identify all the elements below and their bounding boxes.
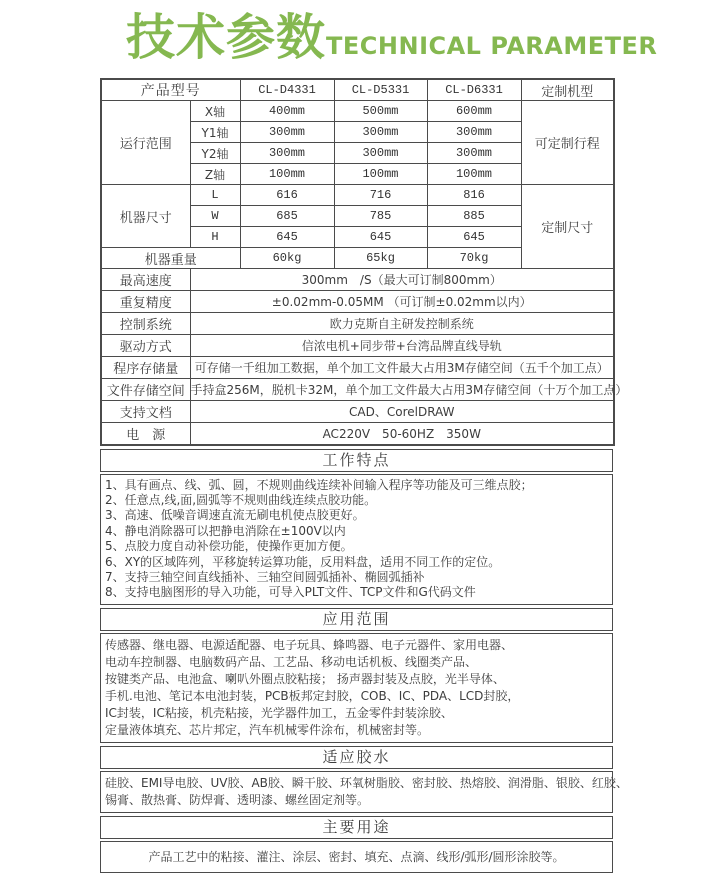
model-row-label: 产品型号 (101, 79, 240, 101)
axis-value: 100mm (240, 164, 334, 185)
dim-value: 785 (334, 206, 427, 227)
spec-row-label: 最高速度 (101, 269, 190, 291)
application-line: 电动车控制器、电脑数码产品、工艺品、移动电话机板、线圈类产品、 (105, 654, 478, 669)
section-header-work-features: 工作特点 (100, 449, 613, 472)
travel-range-label: 运行范围 (101, 101, 190, 185)
page-title-english: TECHNICAL PARAMETER (326, 32, 658, 61)
application-line: 传感器、继电器、电源适配器、电子玩具、蜂鸣器、电子元器件、家用电器、 (105, 637, 514, 652)
spec-row-label: 重复精度 (101, 291, 190, 313)
dim-value: 645 (240, 227, 334, 248)
table-row-drive-mode (101, 335, 614, 357)
travel-custom-note: 可定制行程 (521, 101, 614, 185)
table-row-size (101, 185, 614, 206)
page-title (126, 9, 658, 66)
feature-line: 5、点胶力度自动补偿功能，使操作更加方便。 (105, 539, 353, 554)
spec-row-value: AC220V 50-60HZ 350W (190, 423, 614, 445)
table-row-speed (101, 269, 614, 291)
section-body-applications (100, 633, 613, 743)
feature-line: 3、高速、低噪音调速直流无刷电机使点胶更好。 (105, 508, 365, 523)
axis-label: Z轴 (190, 164, 240, 185)
axis-value: 500mm (334, 101, 427, 122)
axis-value: 400mm (240, 101, 334, 122)
axis-value: 300mm (240, 122, 334, 143)
axis-value: 300mm (240, 143, 334, 164)
spec-row-value: 信浓电机+同步带+台湾品牌直线导轨 (190, 335, 614, 357)
spec-row-value: 可存储一千组加工数据，单个加工文件最大占用3M存储空间（五千个加工点） (190, 357, 614, 379)
section-body-main-uses (100, 841, 613, 873)
spec-row-value: CAD、CorelDRAW (190, 401, 614, 423)
dim-value: 685 (240, 206, 334, 227)
weight-value: 65kg (334, 248, 427, 269)
dim-value: 716 (334, 185, 427, 206)
axis-value: 300mm (334, 143, 427, 164)
table-row-model (101, 79, 614, 101)
content-column (100, 78, 628, 873)
machine-size-label: 机器尺寸 (101, 185, 190, 248)
size-custom-note: 定制尺寸 (521, 185, 614, 269)
axis-label: Y2轴 (190, 143, 240, 164)
spec-row-label: 程序存储量 (101, 357, 190, 379)
model-name: CL-D4331 (240, 79, 334, 101)
table-row-precision (101, 291, 614, 313)
axis-value: 300mm (334, 122, 427, 143)
feature-line: 6、XY的区域阵列，平移旋转运算功能，反用料盘，适用不同工作的定位。 (105, 554, 501, 569)
table-row-power (101, 423, 614, 445)
glue-line: 硅胶、EMI导电胶、UV胶、AB胶、瞬干胶、环氧树脂胶、密封胶、热熔胶、润滑脂、银胶、红胶、 (105, 775, 628, 790)
dim-label: L (190, 185, 240, 206)
table-row-file-storage (101, 379, 614, 401)
weight-value: 70kg (427, 248, 521, 269)
axis-value: 600mm (427, 101, 521, 122)
glue-line: 锡膏、散热膏、防焊膏、透明漆、螺丝固定剂等。 (105, 792, 370, 807)
axis-value: 300mm (427, 143, 521, 164)
model-name: CL-D5331 (334, 79, 427, 101)
spec-row-label: 驱动方式 (101, 335, 190, 357)
section-body-compatible-glues (100, 771, 628, 813)
weight-value: 60kg (240, 248, 334, 269)
table-row-program-storage (101, 357, 614, 379)
application-line: 按键类产品、电池盒、喇叭外圈点胶粘接； 扬声器封装及点胶，光半导体、 (105, 671, 505, 686)
spec-row-label: 支持文档 (101, 401, 190, 423)
spec-row-label: 文件存储空间 (101, 379, 190, 401)
section-header-applications: 应用范围 (100, 608, 613, 631)
dim-label: W (190, 206, 240, 227)
spec-row-value: 欧力克斯自主研发控制系统 (190, 313, 614, 335)
use-line: 产品工艺中的粘接、灌注、涂层、密封、填充、点滴、线形/弧形/圆形涂胶等。 (148, 849, 565, 864)
spec-row-value: 300mm /S（最大可订制800mm） (190, 269, 614, 291)
dim-value: 816 (427, 185, 521, 206)
spec-row-label: 电 源 (101, 423, 190, 445)
spec-table (100, 78, 628, 446)
section-header-compatible-glues: 适应胶水 (100, 746, 613, 769)
dim-label: H (190, 227, 240, 248)
section-header-main-uses: 主要用途 (100, 816, 613, 839)
dim-value: 885 (427, 206, 521, 227)
axis-value: 100mm (334, 164, 427, 185)
table-row-supported-files (101, 401, 614, 423)
dim-value: 616 (240, 185, 334, 206)
section-body-work-features (100, 474, 613, 605)
feature-line: 8、支持电脑图形的导入功能，可导入PLT文件、TCP文件和G代码文件 (105, 585, 476, 600)
spec-row-value: ±0.02mm-0.05MM （可订制±0.02mm以内） (190, 291, 614, 313)
axis-label: X轴 (190, 101, 240, 122)
spec-row-label: 控制系统 (101, 313, 190, 335)
feature-line: 1、具有画点、线、弧、圆，不规则曲线连续补间输入程序等功能及可三维点胶； (105, 477, 533, 492)
application-line: IC封装，IC粘接，机壳粘接，光学器件加工，五金零件封装涂胶、 (105, 705, 453, 720)
model-name: CL-D6331 (427, 79, 521, 101)
axis-value: 300mm (427, 122, 521, 143)
feature-line: 7、支持三轴空间直线插补、三轴空间圆弧插补、椭圆弧插补 (105, 569, 425, 584)
axis-value: 100mm (427, 164, 521, 185)
axis-label: Y1轴 (190, 122, 240, 143)
feature-line: 2、任意点,线,面,圆弧等不规则曲线连续点胶功能。 (105, 492, 377, 507)
page-title-chinese: 技术参数 (126, 9, 327, 66)
application-line: 手机.电池、笔记本电池封装，PCB板邦定封胶，COB、IC、PDA、LCD封胶， (105, 688, 520, 703)
table-row-control-system (101, 313, 614, 335)
feature-line: 4、静电消除器可以把静电消除在±100V以内 (105, 523, 346, 538)
dim-value: 645 (427, 227, 521, 248)
custom-model-label: 定制机型 (521, 79, 614, 101)
application-line: 定量液体填充、芯片邦定，汽车机械零件涂布，机械密封等。 (105, 722, 430, 737)
dim-value: 645 (334, 227, 427, 248)
weight-label: 机器重量 (101, 248, 240, 269)
spec-row-value: 手持盒256M，脱机卡32M，单个加工文件最大占用3M存储空间（十万个加工点） (190, 379, 614, 401)
table-row-axis (101, 101, 614, 122)
